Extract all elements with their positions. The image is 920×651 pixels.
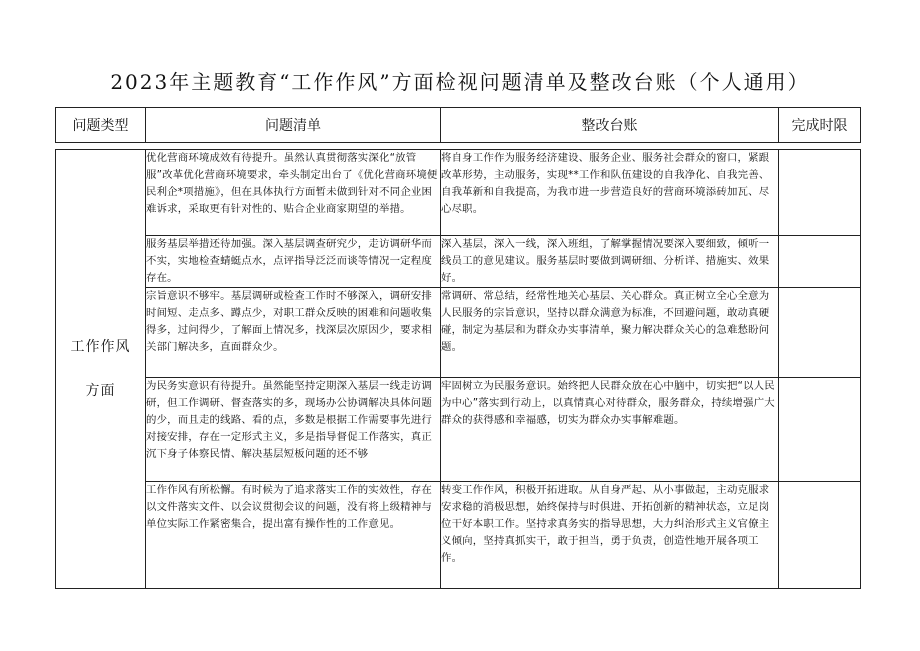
header-problem-list: 问题清单 xyxy=(146,108,441,143)
table-row xyxy=(56,288,861,378)
category-line-2: 方面 xyxy=(85,383,116,399)
table-row xyxy=(56,482,861,589)
document-title: 2023年主题教育“工作作风”方面检视问题清单及整改台账（个人通用） xyxy=(110,70,810,94)
category-cell xyxy=(56,150,146,589)
rectification-cell: 牢固树立为民服务意识。始终把人民群众放在心中脑中，切实把“以人民为中心”落实到行动上，以真情真心对待群众，服务群众，持续增强广大群众的获得感和幸福感，切实为群众办实事解难题。 xyxy=(441,378,779,482)
problem-cell: 优化营商环境成效有待提升。虽然认真贯彻落实深化“放管服”改革优化营商环境要求，牵头制定出台了《优化营商环境便民利企*项措施》，但在具体执行方面暂未做到针对不同企业困难诉求，采取更有针对性的、贴合企业商家期望的举措。 xyxy=(146,150,441,236)
rectification-cell: 常调研、常总结，经常性地关心基层、关心群众。真正树立全心全意为人民服务的宗旨意识，坚持以群众满意为标准，不回避问题，敢动真硬碰，制定为基层和为群众办实事清单，聚力解决群众关心的急难愁盼问题。 xyxy=(441,288,779,378)
table-row xyxy=(56,378,861,482)
deadline-cell xyxy=(779,482,861,589)
header-deadline: 完成时限 xyxy=(779,108,861,143)
header-gap xyxy=(56,143,861,150)
rectification-cell: 深入基层，深入一线，深入班组，了解掌握情况要深入要细致，倾听一线员工的意见建议。服务基层时要做到调研细、分析详、措施实、效果好。 xyxy=(441,236,779,288)
header-problem-type: 问题类型 xyxy=(56,108,146,143)
header-rectification: 整改台账 xyxy=(441,108,779,143)
deadline-cell xyxy=(779,288,861,378)
problem-cell: 宗旨意识不够牢。基层调研或检查工作时不够深入，调研安排时间短、走点多、蹲点少，对职工群众反映的困难和问题收集得多，过问得少，了解面上情况多，找深层次原因少，要求相关部门解决多，直面群众少。 xyxy=(146,288,441,378)
problem-cell: 工作作风有所松懈。有时候为了追求落实工作的实效性，存在以文件落实文件、以会议贯彻会议的问题，没有将上级精神与单位实际工作紧密集合，提出富有操作性的工作意见。 xyxy=(146,482,441,589)
table-header-row xyxy=(56,108,861,143)
deadline-cell xyxy=(779,378,861,482)
category-line-1: 工作作风 xyxy=(70,339,131,355)
rectification-cell: 将自身工作作为服务经济建设、服务企业、服务社会群众的窗口，紧跟改革形势，主动服务，实现**工作和队伍建设的自我净化、自我完善、自我革新和自我提高，为我市进一步营造良好的营商环境添砖加瓦、尽心尽职。 xyxy=(441,150,779,236)
problem-cell: 服务基层举措还待加强。深入基层调查研究少，走访调研华而不实，实地检查蜻蜓点水，点评指导泛泛而谈等情况一定程度存在。 xyxy=(146,236,441,288)
deadline-cell xyxy=(779,150,861,236)
deadline-cell xyxy=(779,236,861,288)
table-row xyxy=(56,150,861,236)
problem-cell: 为民务实意识有待提升。虽然能坚持定期深入基层一线走访调研，但工作调研、督查落实的多，现场办公协调解决具体问题的少，而且走的线路、看的点，多数是根据工作需要事先进行对接安排，存在一定形式主义，多是指导督促工作落实，真正沉下身子体察民情、解决基层短板问题的还不够 xyxy=(146,378,441,482)
table-row xyxy=(56,236,861,288)
rectification-ledger-table xyxy=(55,107,861,589)
rectification-cell: 转变工作作风，积极开拓进取。从自身严起、从小事做起，主动克服求安求稳的消极思想，始终保持与时俱进、开拓创新的精神状态，立足岗位干好本职工作。坚持求真务实的指导思想，大力纠治形式主义官僚主义倾向，坚持真抓实干，敢于担当，勇于负责，创造性地开展各项工作。 xyxy=(441,482,779,589)
